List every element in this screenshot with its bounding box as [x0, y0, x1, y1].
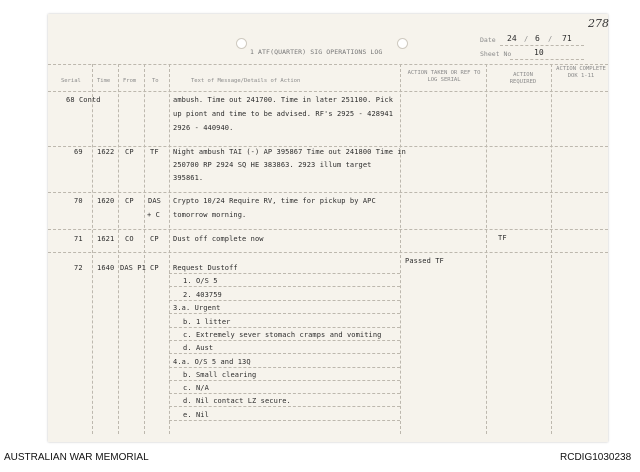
log-title: 1 ATF(QUARTER) SIG OPERATIONS LOG: [250, 48, 383, 56]
entry-serial: 71: [74, 235, 83, 243]
entry-line: up piont and time to be advised. RF's 2925 - 428941: [173, 110, 394, 118]
sheet-number: 10: [534, 48, 544, 57]
entry-line: 395861.: [173, 174, 204, 182]
entry-time: 1620: [97, 197, 115, 205]
date-day: 24: [507, 34, 517, 43]
entry-from: CP: [125, 197, 134, 205]
col-from-header: From: [123, 78, 137, 84]
entry-line: 3.a. Urgent: [173, 304, 221, 312]
entry-line: 2926 - 440940.: [173, 124, 234, 132]
entry-to: CP: [150, 235, 159, 243]
entry-time: 1622: [97, 148, 115, 156]
date-month: 6: [535, 34, 540, 43]
entry-line: 4.a. O/S 5 and 13Q: [173, 358, 251, 366]
entry-line: b. 1 litter: [183, 318, 231, 326]
entry-line: e. Nil: [183, 411, 209, 419]
entry-to-addl: + C: [147, 211, 160, 219]
entry-from: CP: [125, 148, 134, 156]
entry-time: 1621: [97, 235, 115, 243]
punch-hole: [397, 38, 408, 49]
entry-to: CP: [150, 264, 159, 272]
entry-line: tomorrow morning.: [173, 211, 247, 219]
entry-to: TF: [150, 148, 159, 156]
log-sheet: 278 1 ATF(QUARTER) SIG OPERATIONS LOG Date 24 / 6 / 71 Sheet No 10 Serial Time From To Text of Message/Details of Action ACTION TAKEN OR REF TO LOG SERIAL ACTION REQUIRED ACTION COMPLETE DOK 1-11 68 Contd ambush. Time out 241700. Time in later 251100. Pick up piont and time to be advised. RF's 2925 - 428941 2926 - 440940. 69 1622 CP TF Night ambush TAI (-) AP 395867 Time out 241800 Time in 250700 RP 2924 SQ HE 383863. 2923 illum target 395861. 70 1620 CP DAS + C Crypto 10/24 Require RV, time for pickup by APC tomorrow morning. 71 1621 CO CP Dust off complete now TF 72 1640 DAS P1 CP Passed TF Request Dustoff 1. O/S 5 2. 403759 3.a. Urgent b. 1 litter c. Extremely sever stomach cramps and vomiting d. Aust 4.a. O/S 5 and 13Q b. Small clearing c. N/A d. Nil contact LZ secure. e. Nil: [48, 14, 608, 442]
entry-serial: 68 Contd: [66, 96, 101, 104]
footer-left-label: AUSTRALIAN WAR MEMORIAL: [4, 452, 149, 463]
date-label: Date: [480, 36, 496, 44]
entry-line: 2. 403759: [183, 291, 222, 299]
entry-line: Request Dustoff: [173, 264, 238, 272]
entry-line: 250700 RP 2924 SQ HE 383863. 2923 illum target: [173, 161, 372, 169]
entry-line: d. Aust: [183, 344, 214, 352]
col-action-required-header: ACTION REQUIRED: [509, 72, 537, 85]
col-serial-header: Serial: [61, 78, 81, 84]
entry-line: Crypto 10/24 Require RV, time for pickup by APC: [173, 197, 376, 205]
col-action-complete-header: ACTION COMPLETE DOK 1-11: [556, 66, 606, 79]
entry-line: c. Extremely sever stomach cramps and vomiting: [183, 331, 382, 339]
entry-to: DAS: [148, 197, 161, 205]
sheet-label: Sheet No: [480, 50, 512, 58]
col-to-header: To: [152, 78, 159, 84]
entry-action-taken: Passed TF: [405, 257, 444, 265]
col-time-header: Time: [97, 78, 111, 84]
col-action-taken-header: ACTION TAKEN OR REF TO LOG SERIAL: [407, 70, 481, 83]
entry-serial: 72: [74, 264, 83, 272]
entry-from: CO: [125, 235, 134, 243]
date-year: 71: [562, 34, 572, 43]
entry-line: b. Small clearing: [183, 371, 257, 379]
entry-time: 1640: [97, 264, 115, 272]
entry-line: Night ambush TAI (-) AP 395867 Time out 241800 Time in: [173, 148, 406, 156]
entry-from: DAS P1: [120, 264, 146, 272]
entry-line: c. N/A: [183, 384, 209, 392]
punch-hole: [236, 38, 247, 49]
page-number-handwritten: 278: [588, 17, 609, 30]
entry-line: d. Nil contact LZ secure.: [183, 397, 291, 405]
entry-action-required: TF: [498, 234, 507, 242]
entry-serial: 69: [74, 148, 83, 156]
entry-line: 1. O/S 5: [183, 277, 218, 285]
entry-line: ambush. Time out 241700. Time in later 251100. Pick: [173, 96, 394, 104]
footer-right-label: RCDIG1030238: [560, 452, 632, 463]
entry-serial: 70: [74, 197, 83, 205]
entry-line: Dust off complete now: [173, 235, 264, 243]
col-text-header: Text of Message/Details of Action: [191, 78, 301, 84]
